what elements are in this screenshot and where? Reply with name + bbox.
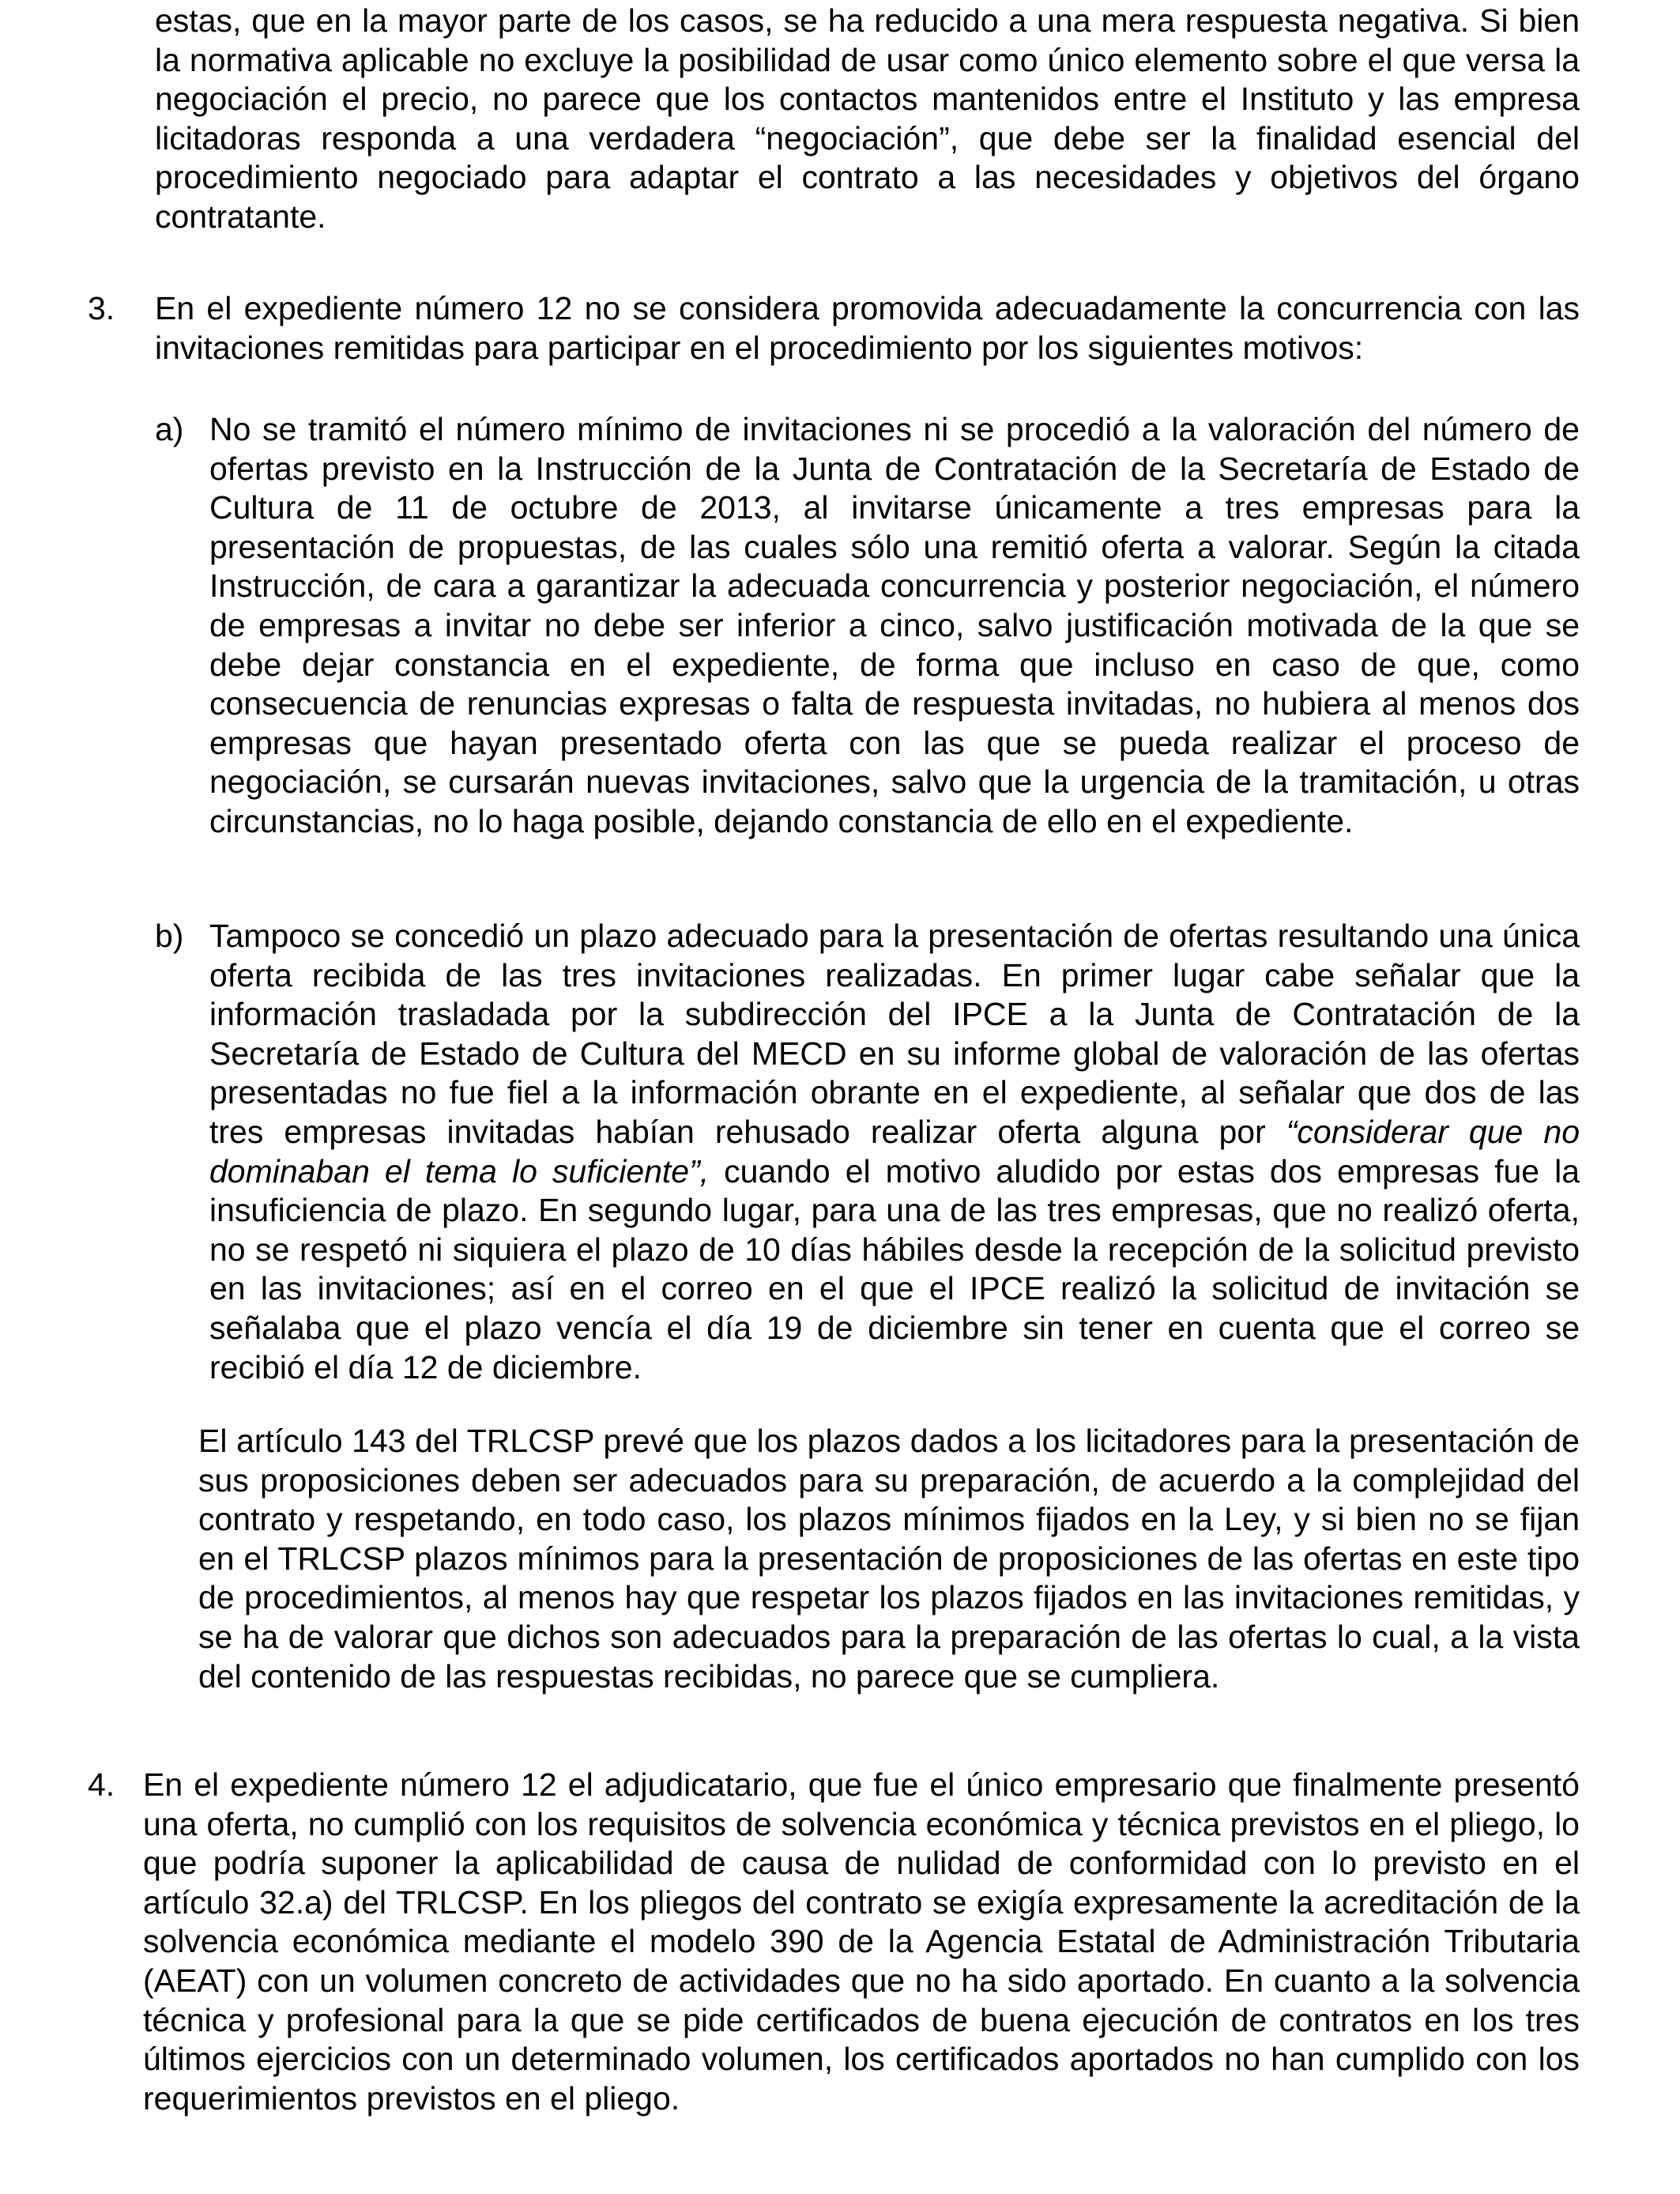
list-number-3: 3.	[88, 290, 115, 326]
continuation-paragraph: estas, que en la mayor parte de los casos, se ha reducido a una mera respuesta negativa. Si bien la normativa aplicable no excluye la posibilidad de usar como único elemento sobre el que versa la negociación el precio, no parece que los contactos mantenidos entre el Instituto y las empresa licitadoras responda a una verdadera “negociación”, que debe ser la finalidad esencial del procedimiento negociado para adaptar el contrato a las necesidades y objetivos del órgano contratante.	[155, 2, 1580, 235]
item-3-text: En el expediente número 12 no se considera promovida adecuadamente la concurrencia con las invitaciones remitidas para participar en el procedimiento por los siguientes motivos:	[155, 290, 1580, 366]
list-number-4: 4.	[88, 1766, 115, 1803]
sub-item-b-text-after: cuando el motivo aludido por estas dos empresas fue la insuficiencia de plazo. En segundo lugar, para una de las tres empresas, que no realizó oferta, no se respetó ni siquiera el plazo de 10 días hábiles desde la recepción de la solicitud previsto en las invitaciones; así en el correo en el que el IPCE realizó la solicitud de invitación se señalaba que el plazo vencía el día 19 de diciembre sin tener en cuenta que el correo se recibió el día 12 de diciembre.	[209, 1152, 1580, 1385]
sub-item-a-text: No se tramitó el número mínimo de invitaciones ni se procedió a la valoración del número de ofertas previsto en la Instrucción de la Junta de Contratación de la Secretaría de Estado de Cultura de 11 de octubre de 2013, al invitarse únicamente a tres empresas para la presentación de propuestas, de las cuales sólo una remitió oferta a valorar. Según la citada Instrucción, de cara a garantizar la adecuada concurrencia y posterior negociación, el número de empresas a invitar no debe ser inferior a cinco, salvo justificación motivada de la que se debe dejar constancia en el expediente, de forma que incluso en caso de que, como consecuencia de renuncias expresas o falta de respuesta invitadas, no hubiera al menos dos empresas que hayan presentado oferta con las que se pueda realizar el proceso de negociación, se cursarán nuevas invitaciones, salvo que la urgencia de la tramitación, u otras circunstancias, no lo haga posible, dejando constancia de ello en el expediente.	[209, 411, 1580, 839]
sub-item-b-quote: “considerar que no dominaban el tema lo suficiente”,	[209, 1113, 1580, 1189]
sub-item-b-marker: b)	[155, 918, 184, 954]
item-4-text: En el expediente número 12 el adjudicatario, que fue el único empresario que finalmente presentó una oferta, no cumplió con los requisitos de solvencia económica y técnica previstos en el pliego, lo que podría suponer la aplicabilidad de causa de nulidad de conformidad con lo previsto en el artículo 32.a) del TRLCSP. En los pliegos del contrato se exigía expresamente la acreditación de la solvencia económica mediante el modelo 390 de la Agencia Estatal de Administración Tributaria (AEAT) con un volumen concreto de actividades que no ha sido aportado. En cuanto a la solvencia técnica y profesional para la que se pide certificados de buena ejecución de contratos en los tres últimos ejercicios con un determinado volumen, los certificados aportados no han cumplido con los requerimientos previstos en el pliego.	[143, 1766, 1580, 2117]
item-3-closing-paragraph: El artículo 143 del TRLCSP prevé que los plazos dados a los licitadores para la presentación de sus proposiciones deben ser adecuados para su preparación, de acuerdo a la complejidad del contrato y respetando, en todo caso, los plazos mínimos fijados en la Ley, y si bien no se fijan en el TRLCSP plazos mínimos para la presentación de proposiciones de las ofertas en este tipo de procedimientos, al menos hay que respetar los plazos fijados en las invitaciones remitidas, y se ha de valorar que dichos son adecuados para la preparación de las ofertas lo cual, a la vista del contenido de las respuestas recibidas, no parece que se cumpliera.	[198, 1423, 1580, 1695]
sub-item-b-text-before: Tampoco se concedió un plazo adecuado para la presentación de ofertas resultando una única oferta recibida de las tres invitaciones realizadas. En primer lugar cabe señalar que la información trasladada por la subdirección del IPCE a la Junta de Contratación de la Secretaría de Estado de Cultura del MECD en su informe global de valoración de las ofertas presentadas no fue fiel a la información obrante en el expediente, al señalar que dos de las tres empresas invitadas habían rehusado realizar oferta alguna por	[209, 918, 1580, 1150]
sub-item-a-marker: a)	[155, 411, 184, 447]
sub-item-b-text	[209, 917, 1580, 1387]
